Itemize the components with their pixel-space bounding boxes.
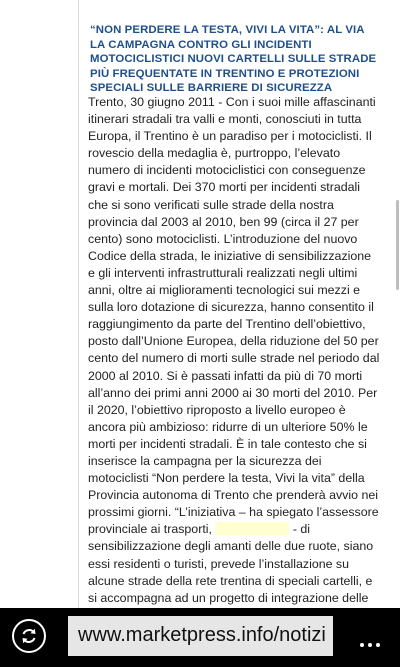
refresh-button[interactable] [12, 619, 46, 653]
url-field[interactable] [68, 616, 333, 656]
highlighted-text [215, 522, 289, 535]
url-text: www.marketpress.info/notizi [78, 624, 326, 646]
article-body [88, 94, 380, 608]
article-headline[interactable]: “NON PERDERE LA TESTA, VIVI LA VITA”: AL VIA LA CAMPAGNA CONTRO GLI INCIDENTI MOTOCICLISTICI NUOVI CARTELLI SULLE STRADE PIÙ FREQUENTATE IN TRENTINO E PROTEZIONI SPECIALI SULLE BARRIERE DI SICUREZZA [90, 24, 377, 94]
scrollbar-thumb[interactable] [396, 200, 399, 290]
article-body-part2: - di sensibilizzazione degli amanti delle due ruote, siano essi residenti o turisti, prevede l’installazione su alcune strade della rete trentina di speciali cartelli, e si accompagna ad un progetto di integrazione delle [88, 522, 374, 605]
article-body-part1: Trento, 30 giugno 2011 - Con i suoi mille affascinanti itinerari stradali tra valli e monti, conosciuti in tutta Europa, il Trentino è un paradiso per i motociclisti. Il rovescio della medaglia è, purtroppo, l’elevato numero di incidenti motociclistici con conseguenze gravi e mortali. Dei 370 morti per incidenti stradali che si sono verificati sulle strade della nostra provincia dal 2003 al 2010, ben 99 (circa il 27 per cento) sono motociclisti. L’introduzione del nuovo Codice della strada, le iniziative di sensibilizzazione e gli interventi infrastrutturali realizzati negli ultimi anni, oltre ai miglioramenti tecnologici sui mezzi e sulla loro dotazione di sicurezza, hanno consentito il raggiungimento da parte del Trentino dell’obiettivo, posto dall’Unione Europea, della riduzione del 50 per cento del numero di morti sulle strade nel periodo dal 2000 al 2010. Si è passati infatti da più di 70 morti all’anno dei primi anni 2000 ai 30 morti del 2010. Per il 2020, l’obiettivo riproposto a livello europeo è ancora più ambizioso: ridurre di un ulteriore 50% le morti per incidenti stradali. È in tale contesto che si inserisce la campagna per la sicurezza dei motociclisti “Non perdere la testa, Vivi la vita” della Provincia autonoma di Trento che prenderà avvio nei prossimi giorni. “L’iniziativa – ha spiegato l’assessore provinciale ai trasporti, [88, 95, 380, 537]
browser-address-bar [0, 608, 400, 667]
scrollbar[interactable] [395, 0, 400, 608]
refresh-icon [19, 626, 39, 646]
more-icon[interactable] [360, 634, 384, 652]
